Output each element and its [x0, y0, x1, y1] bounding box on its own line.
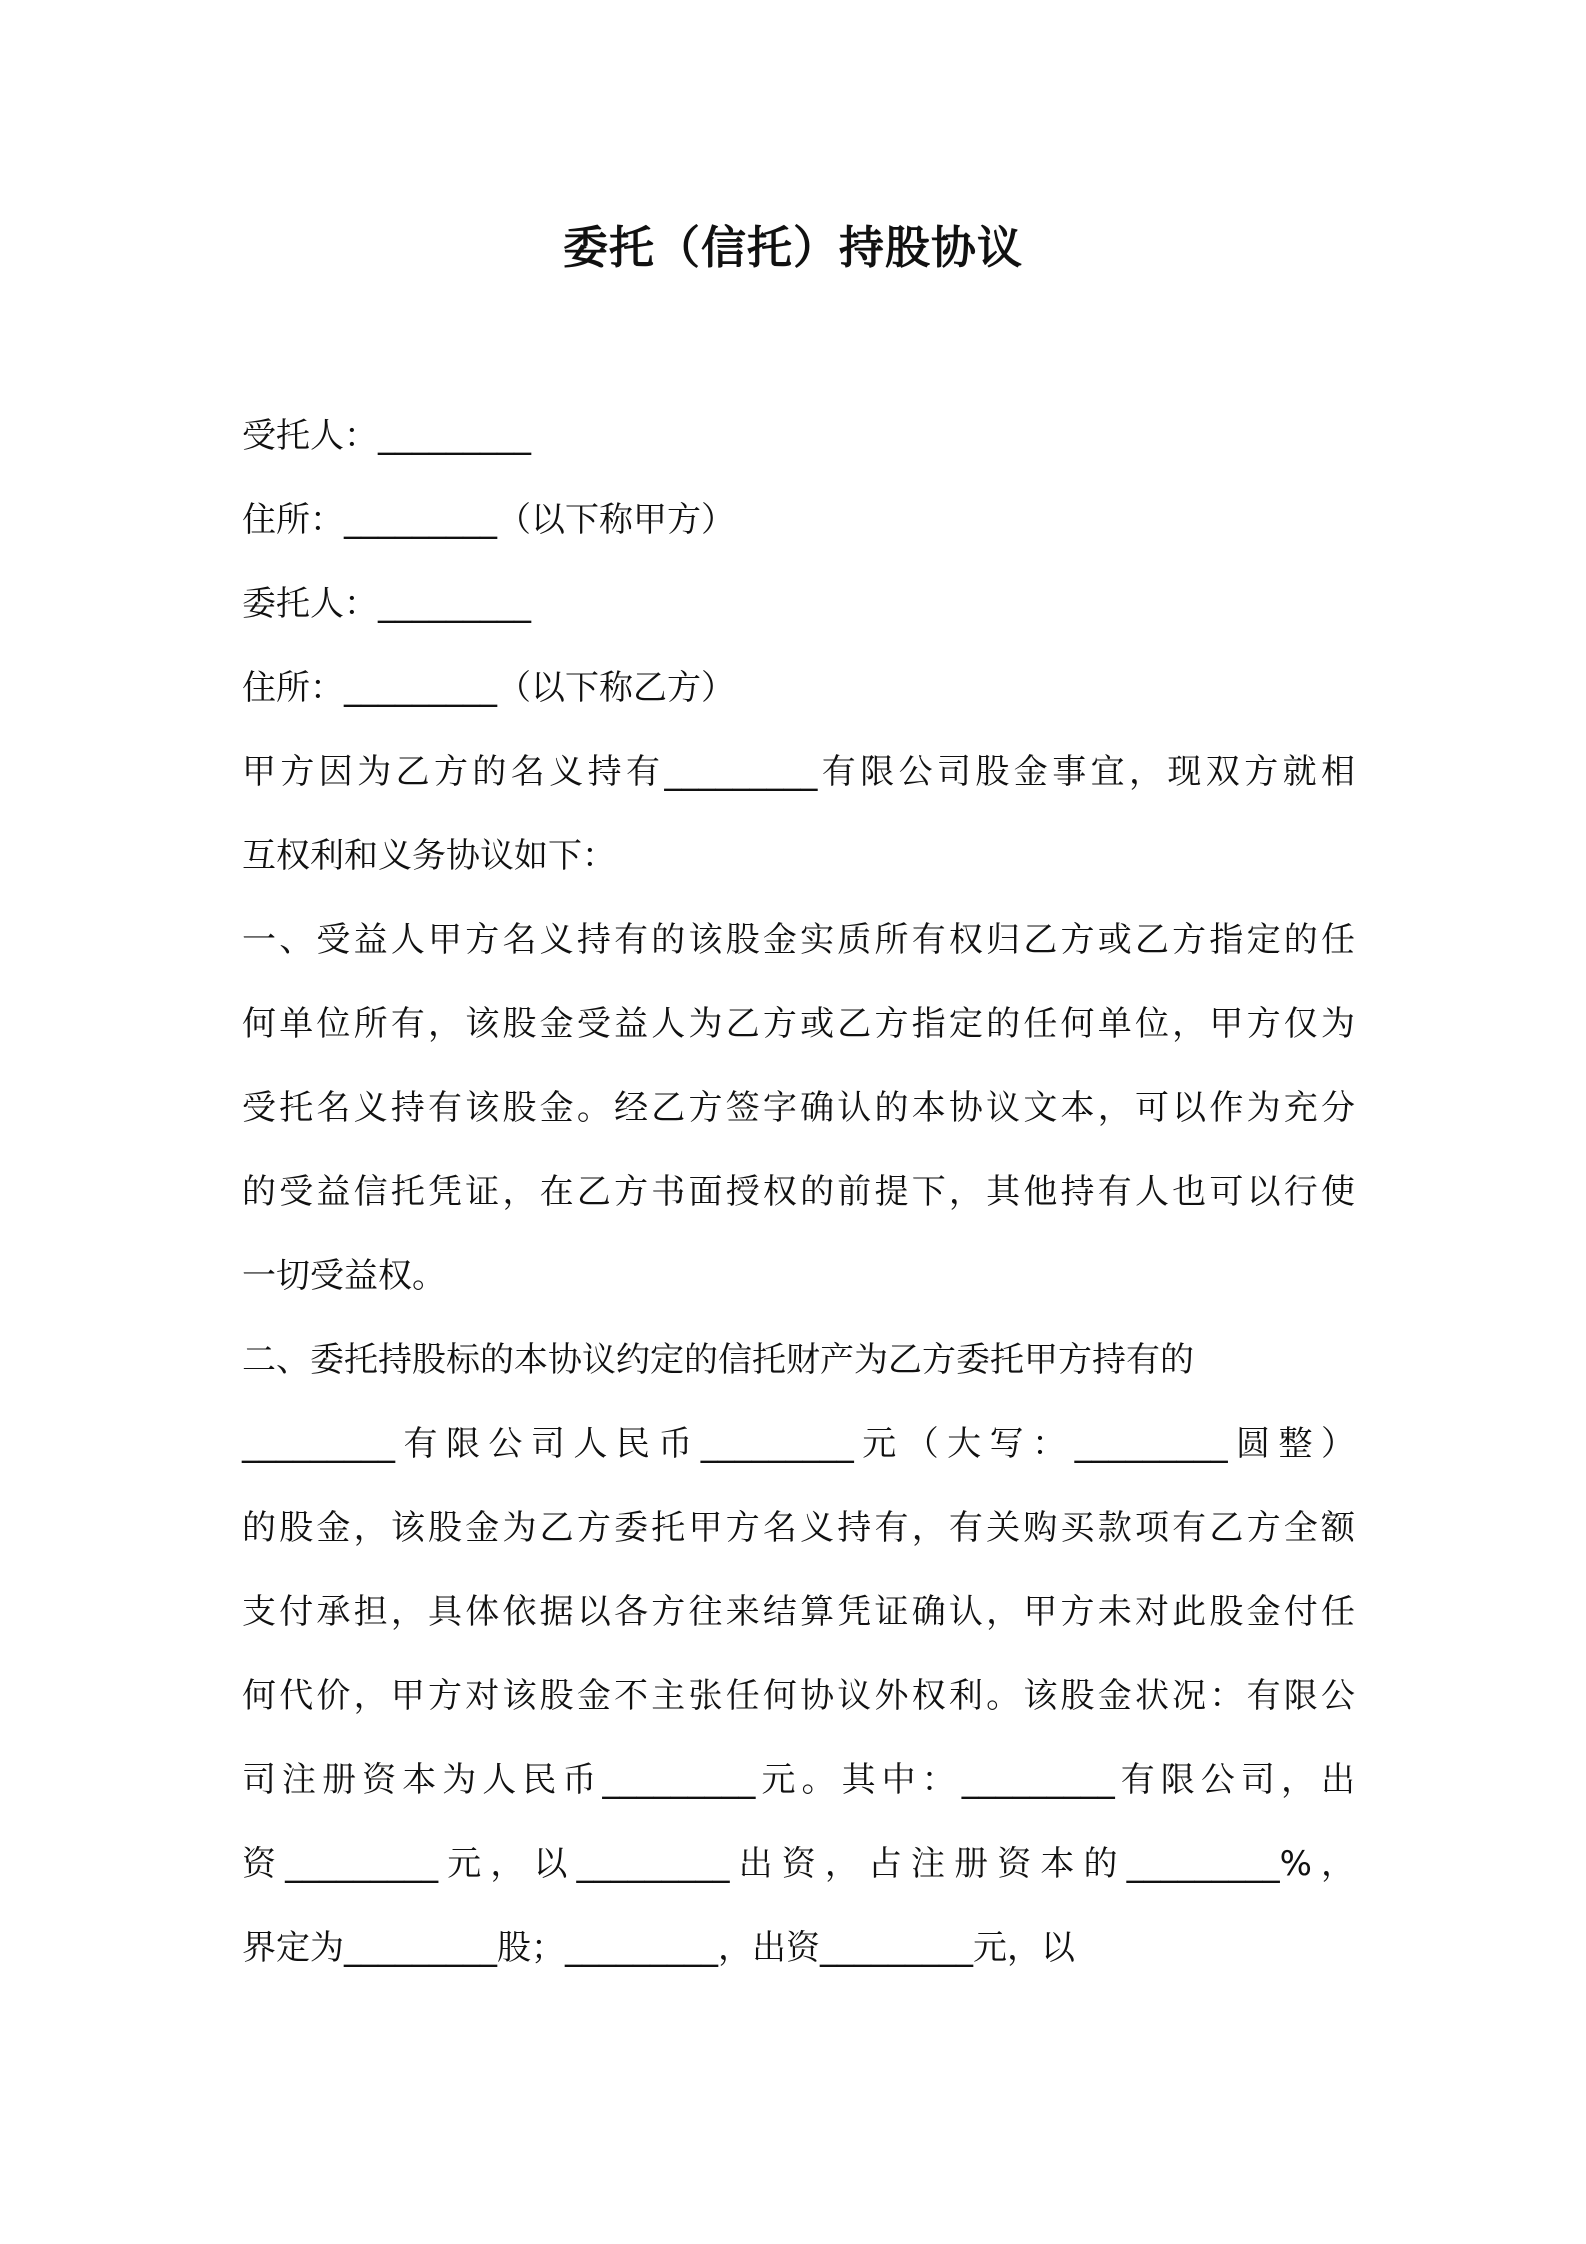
trustor-name-line: 委托人：_________: [242, 584, 531, 624]
clause-2-line-7: 资_________元，以_________出资，占注册资本的_________%，: [242, 1844, 1355, 1884]
clause-1-line-1: 一、受益人甲方名义持有的该股金实质所有权归乙方或乙方指定的任: [242, 920, 1355, 960]
preamble-line-1: 甲方因为乙方的名义持有_________有限公司股金事宜，现双方就相: [242, 752, 1355, 792]
trustor-address-line: 住所：_________（以下称乙方）: [242, 668, 735, 708]
clause-2-line-1: 二、委托持股标的本协议约定的信托财产为乙方委托甲方持有的: [242, 1340, 1194, 1380]
clause-2-line-4: 支付承担，具体依据以各方往来结算凭证确认，甲方未对此股金付任: [242, 1592, 1355, 1632]
clause-1-line-3: 受托名义持有该股金。经乙方签字确认的本协议文本，可以作为充分: [242, 1088, 1355, 1128]
clause-2-line-5: 何代价，甲方对该股金不主张任何协议外权利。该股金状况：有限公: [242, 1676, 1355, 1716]
document-title: 委托（信托）持股协议: [562, 221, 1023, 274]
clause-2-line-2: _________有限公司人民币_________元（大写：_________圆整）: [242, 1424, 1355, 1464]
trustee-name-line: 受托人：_________: [242, 416, 531, 456]
trustee-address-line: 住所：_________（以下称甲方）: [242, 500, 735, 540]
preamble-line-2: 互权利和义务协议如下：: [242, 836, 616, 876]
clause-2-line-6: 司注册资本为人民币_________元。其中：_________有限公司，出: [242, 1760, 1355, 1800]
clause-2-line-3: 的股金，该股金为乙方委托甲方名义持有，有关购买款项有乙方全额: [242, 1508, 1355, 1548]
clause-1-line-4: 的受益信托凭证，在乙方书面授权的前提下，其他持有人也可以行使: [242, 1172, 1355, 1212]
clause-1-line-5: 一切受益权。: [242, 1256, 446, 1296]
clause-1-line-2: 何单位所有，该股金受益人为乙方或乙方指定的任何单位，甲方仅为: [242, 1004, 1355, 1044]
clause-2-line-8: 界定为_________股；_________，出资_________元，以: [242, 1928, 1075, 1968]
